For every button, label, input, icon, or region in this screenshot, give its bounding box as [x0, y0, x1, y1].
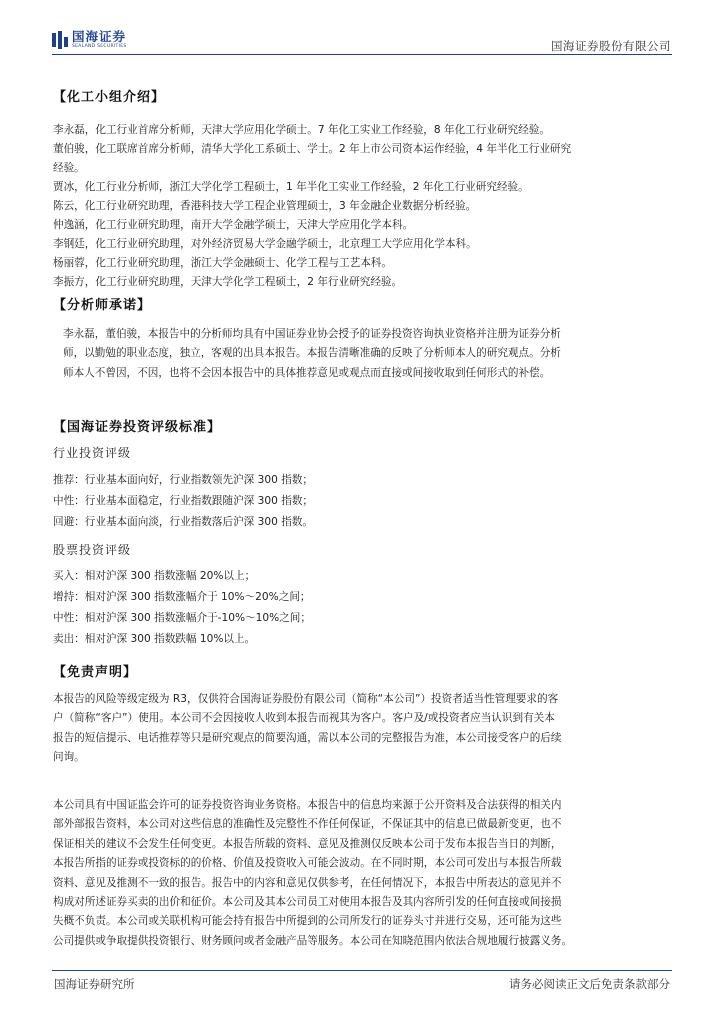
stock-rating-title: 股票投资评级 [53, 543, 132, 557]
footer-institute: 国海证券研究所 [54, 977, 135, 991]
team-list [53, 121, 673, 292]
disclaimer-line: 本公司具有中国证监会许可的证券投资咨询业务资格。本报告中的信息均来源于公开资料及合法获得的相关内 [53, 799, 562, 811]
team-line: 李钢廷，化工行业研究助理，对外经济贸易大学金融学硕士，北京理工大学应用化学本科。 [53, 238, 477, 250]
rating-title: 【国海证券投资评级标准】 [53, 420, 222, 435]
team-line: 李振方，化工行业研究助理，天津大学化学工程硕士，2 年行业研究经验。 [53, 276, 403, 288]
industry-rating-item: 回避：行业基本面向淡，行业指数落后沪深 300 指数。 [53, 516, 314, 528]
disclaimer-line: 资料、意见及推测不一致的报告。报告中的内容和意见仅供参考，在任何情况下，本报告中所表达的意见并不 [53, 876, 562, 889]
disclaimer-line: 问询。 [53, 751, 85, 764]
disclaimer-line: 构成对所述证券买卖的出价和征价。本公司及其本公司员工对使用本报告及其内容所引发的任何直接或间接损 [53, 896, 562, 909]
disclaimer-line: 报告的短信提示、电话推荐等只是研究观点的简要沟通，需以本公司的完整报告为准，本公司接受客户的后续 [53, 731, 562, 744]
team-line: 仲逸涵，化工行业研究助理，南开大学金融学硕士，天津大学应用化学本科。 [53, 219, 414, 231]
footer-notice: 请务必阅读正文后免责条款部分 [509, 977, 670, 991]
logo-english: SEALAND SECURITIES [72, 43, 127, 49]
disclaimer-line: 公司提供或争取提供投资银行、财务顾问或者金融产品等服务。本公司在知晓范围内依法合规地履行披露义务。 [53, 934, 573, 947]
industry-rating-title: 行业投资评级 [53, 446, 132, 460]
industry-rating-item: 推荐：行业基本面向好，行业指数领先沪深 300 指数； [53, 474, 314, 486]
stock-rating-item: 增持：相对沪深 300 指数涨幅介于 10%～20%之间； [53, 591, 311, 603]
disclaimer-line: 本报告所指的证券或投资标的的价格、价值及投资收入可能会波动。在不同时期，本公司可发出与本报告所载 [53, 857, 562, 870]
team-line: 杨丽蓉，化工行业研究助理，浙江大学金融硕士、化学工程与工艺本科。 [53, 257, 392, 269]
logo-icon [52, 31, 68, 49]
team-line: 董伯骏，化工联席首席分析师，清华大学化工系硕士、学士。2 年上市公司资本运作经验，4 年半化工行业研究 [53, 143, 572, 155]
commitment-text [63, 325, 673, 383]
team-title: 【化工小组介绍】 [53, 90, 166, 105]
footer-rule [52, 970, 672, 971]
stock-rating-item: 中性：相对沪深 300 指数涨幅介于-10%～10%之间； [53, 612, 311, 624]
company-logo [52, 31, 127, 49]
commitment-line: 师本人不曾因，不因，也将不会因本报告中的具体推荐意见或观点而直接或间接收取到任何形式的补偿。 [63, 366, 551, 379]
company-name: 国海证券股份有限公司 [551, 39, 671, 53]
stock-rating-item: 买入：相对沪深 300 指数涨幅 20%以上； [53, 570, 256, 582]
disclaimer-para-1 [53, 690, 673, 768]
commitment-title: 【分析师承诺】 [53, 298, 152, 313]
stock-rating-item: 卖出：相对沪深 300 指数跌幅 10%以上。 [53, 633, 256, 645]
disclaimer-title: 【免责声明】 [53, 665, 138, 680]
disclaimer-para-2 [53, 796, 673, 951]
logo-name: 国海证券 [72, 29, 127, 44]
stock-rating-list [53, 566, 311, 650]
commitment-line: 师，以勤勉的职业态度，独立，客观的出具本报告。本报告清晰准确的反映了分析师本人的研究观点。分析 [63, 347, 561, 360]
industry-rating-item: 中性：行业基本面稳定，行业指数跟随沪深 300 指数； [53, 495, 314, 507]
commitment-line: 李永磊，董伯骏，本报告中的分析师均具有中国证券业协会授予的证券投资咨询执业资格并注册为证券分析 [63, 328, 561, 340]
page-header [0, 0, 724, 60]
team-line: 经验。 [53, 162, 85, 174]
disclaimer-line: 失概不负责。本公司或关联机构可能会持有报告中所提到的公司所发行的证券头寸并进行交易，还可能为这些 [53, 915, 562, 928]
header-rule [52, 54, 672, 55]
disclaimer-line: 户（简称“客户”）使用。本公司不会因接收人收到本报告而视其为客户。客户及/或投资者应当认识到有关本 [53, 712, 555, 725]
disclaimer-line: 部外部报告资料，本公司对这些信息的准确性及完整性不作任何保证，不保证其中的信息已做最新变更，也不 [53, 818, 562, 831]
team-line: 李永磊，化工行业首席分析师，天津大学应用化学硕士。7 年化工实业工作经验，8 年化工行业研究经验。 [53, 124, 550, 136]
industry-rating-list [53, 470, 313, 533]
team-line: 陈云，化工行业研究助理，香港科技大学工程企业管理硕士，3 年金融企业数据分析经验。 [53, 200, 477, 212]
team-line: 贾冰，化工行业分析师，浙江大学化学工程硕士，1 年半化工实业工作经验，2 年化工行业研究经验。 [53, 181, 529, 193]
disclaimer-line: 保证相关的建议不会发生任何变更。本报告所载的资料、意见及推测仅反映本公司于发布本报告当日的判断， [53, 837, 562, 850]
disclaimer-line: 本报告的风险等级定级为 R3，仅供符合国海证券股份有限公司（简称“本公司”）投资者适当性管理要求的客 [53, 693, 559, 705]
